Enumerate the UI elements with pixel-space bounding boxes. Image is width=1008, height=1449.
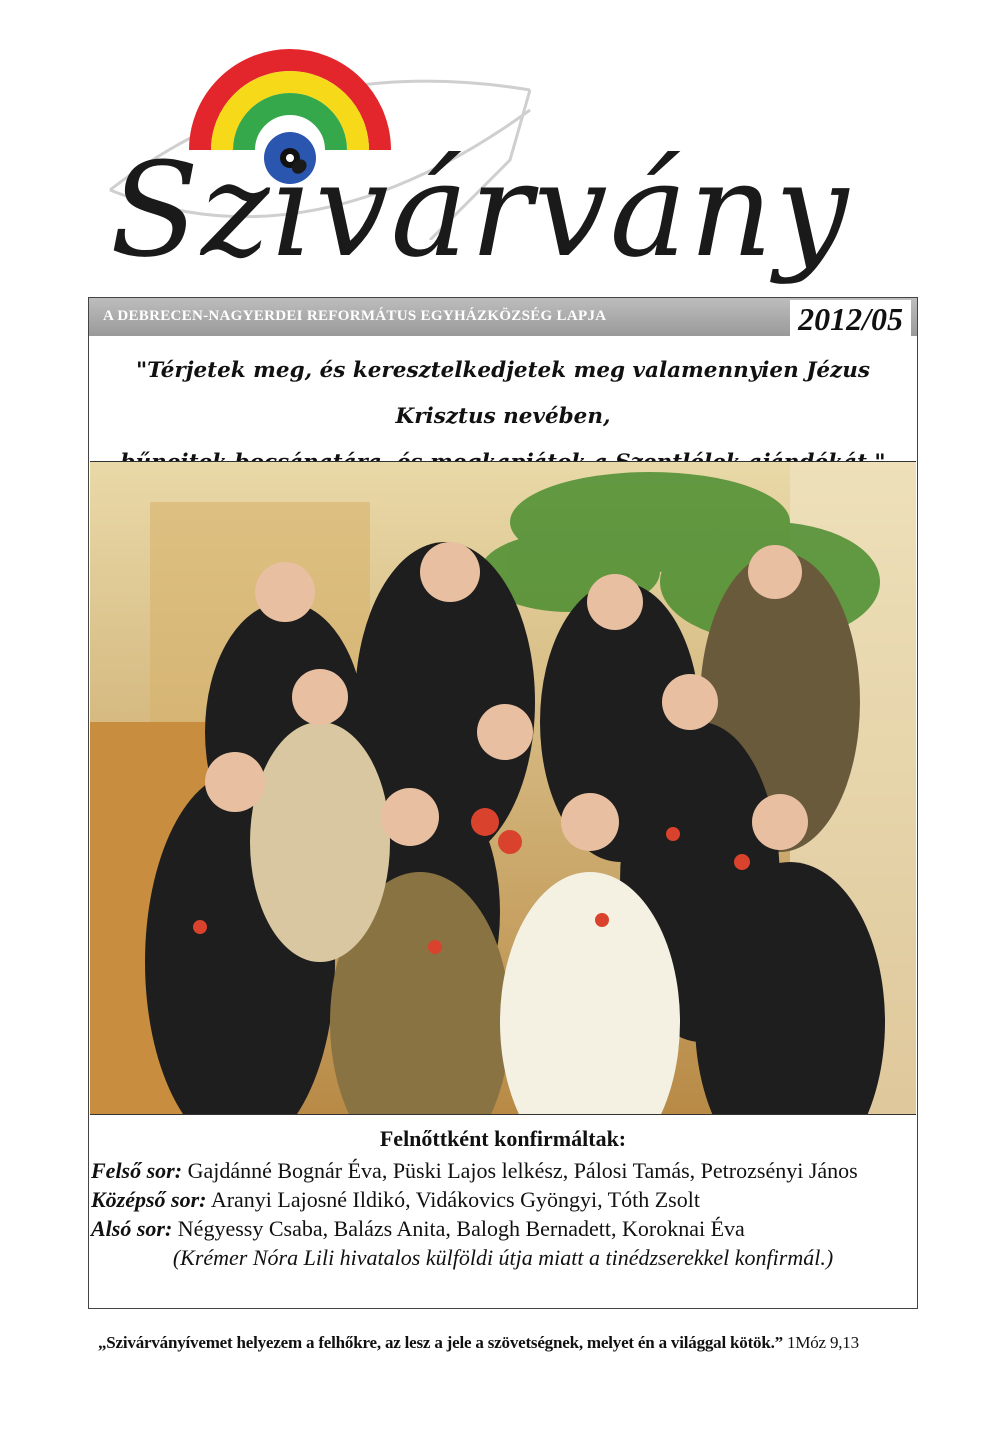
caption-row-names: Négyessy Csaba, Balázs Anita, Balogh Bernadett, Koroknai Éva [177,1216,745,1241]
footer-quote [98,1333,920,1353]
masthead [90,40,920,290]
photo-caption [89,1126,917,1273]
footer-quote-text: „Szivárványívemet helyezem a felhőkre, az lesz a jele a szövetségnek, melyet én a világgal kötök.” [98,1333,783,1352]
group-photo-illustration [90,462,916,1114]
caption-row-middle [89,1185,917,1214]
bible-quote-line-1: "Térjetek meg, és keresztelkedjetek meg valamennyien Jézus Krisztus nevében, [135,358,871,429]
subtitle: A DEBRECEN-NAGYERDEI REFORMÁTUS EGYHÁZKÖZSÉG LAPJA [103,308,607,324]
caption-title: Felnőttként konfirmáltak: [379,1126,627,1151]
caption-note: (Krémer Nóra Lili hivatalos külföldi útja miatt a tinédzserekkel konfirmál.) [172,1245,834,1270]
caption-row-bottom [89,1214,917,1243]
caption-row-label: Alsó sor: [91,1216,173,1241]
caption-row-names: Aranyi Lajosné Ildikó, Vidákovics Gyöngyi, Tóth Zsolt [210,1187,700,1212]
caption-row-names: Gajdánné Bognár Éva, Püski Lajos lelkész, Pálosi Tamás, Petrozsényi János [187,1158,858,1183]
issue-number: 2012/05 [790,300,911,338]
caption-row-top [89,1156,917,1185]
subtitle-band [89,298,917,336]
caption-row-label: Felső sor: [91,1158,183,1183]
footer-quote-reference: 1Móz 9,13 [787,1333,859,1352]
group-photo [90,461,916,1115]
caption-row-label: Középső sor: [91,1187,207,1212]
magazine-title: Szivárvány [110,134,851,286]
cover-frame [88,297,918,1309]
